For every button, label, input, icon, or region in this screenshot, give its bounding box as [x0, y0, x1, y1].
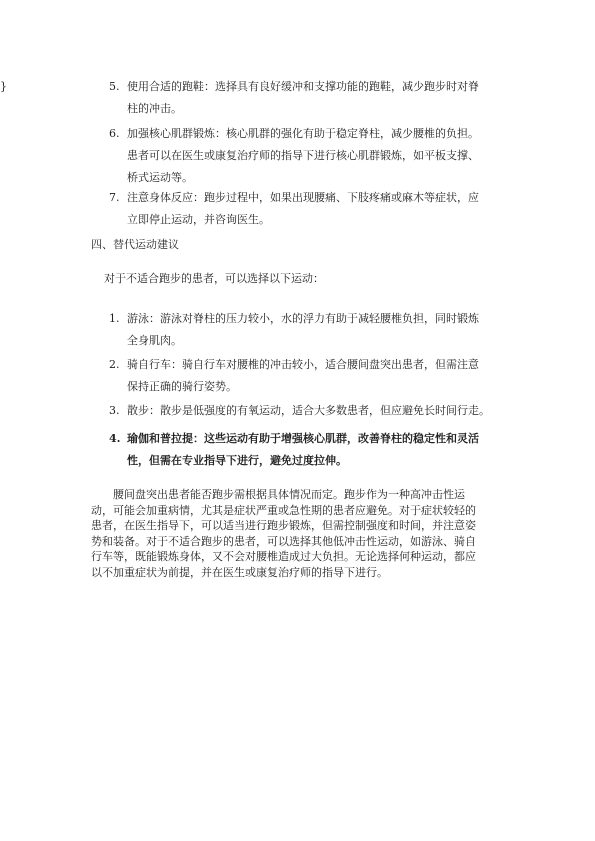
list-item-text — [127, 308, 519, 352]
text-line: 游泳：游泳对脊柱的压力较小，水的浮力有助于减轻腰椎负担，同时锻炼 — [127, 312, 479, 325]
text-line: 瑜伽和普拉提：这些运动有助于增强核心肌群，改善脊柱的稳定性和灵活 — [127, 432, 479, 445]
section-heading: 四、替代运动建议 — [91, 238, 179, 251]
list-item-text — [127, 400, 519, 422]
list-item-text — [127, 354, 519, 398]
text-line: 散步：散步是低强度的有氧运动，适合大多数患者，但应避免长时间行走。 — [127, 404, 490, 417]
text-line: 骑自行车：骑自行车对腰椎的冲击较小，适合腰间盘突出患者，但需注意 — [127, 358, 479, 371]
list-item-text — [127, 76, 519, 120]
conclusion-paragraph — [91, 487, 505, 580]
text-line: 立即停止运动，并咨询医生。 — [127, 213, 270, 226]
list-item-number: 5. — [109, 80, 120, 93]
text-line: 腰间盘突出患者能否跑步需根据具体情况而定。跑步作为一种高冲击性运 — [113, 488, 465, 501]
list-item-number: 7. — [109, 191, 120, 204]
text-line: 桥式运动等。 — [127, 171, 193, 184]
list-item-text — [127, 187, 519, 231]
list-item-text — [127, 123, 519, 189]
text-line: 患者可以在医生或康复治疗师的指导下进行核心肌群锻炼，如平板支撑、 — [127, 149, 479, 162]
list-item-number: 3. — [109, 404, 120, 417]
text-line: 势和装备。对于不适合跑步的患者，可以选择其他低冲击性运动，如游泳、骑自 — [91, 534, 476, 548]
text-line: 患者，在医生指导下，可以适当进行跑步锻炼，但需控制强度和时间，并注意姿 — [91, 519, 476, 532]
list-item-number: 6. — [109, 127, 120, 140]
text-line: 全身肌肉。 — [127, 334, 182, 347]
list-item: 5. 使用合适的跑鞋：选择具有良好缓冲和支撑功能的跑鞋，减少跑步时对脊 柱的冲击。 } — [0, 76, 7, 98]
text-line: 性，但需在专业指导下进行，避免过度拉伸。 — [127, 454, 347, 467]
list-item-number: 2. — [109, 358, 120, 371]
text-line: 保持正确的骑行姿势。 — [127, 380, 237, 393]
text-line: 使用合适的跑鞋：选择具有良好缓冲和支撑功能的跑鞋，减少跑步时对脊 — [127, 80, 479, 93]
list-item-number: 4. — [109, 432, 121, 445]
list-item-number: 1. — [109, 312, 120, 325]
text-line: 加强核心肌群锻炼：核心肌群的强化有助于稳定脊柱，减少腰椎的负担。 — [127, 127, 479, 140]
list-item-text — [127, 428, 519, 472]
intro-text: 对于不适合跑步的患者，可以选择以下运动： — [104, 272, 324, 285]
text-line: 注意身体反应：跑步过程中，如果出现腰痛、下肢疼痛或麻木等症状，应 — [127, 191, 479, 204]
text-line: 动，可能会加重病情，尤其是症状严重或急性期的患者应避免。对于症状较轻的 — [91, 503, 476, 517]
text-line: 行车等，既能锻炼身体，又不会对腰椎造成过大负担。无论选择何种运动，都应 — [91, 550, 476, 563]
text-line: 柱的冲击。 — [127, 102, 182, 115]
text-line: 以不加重症状为前提，并在医生或康复治疗师的指导下进行。 — [91, 565, 388, 579]
